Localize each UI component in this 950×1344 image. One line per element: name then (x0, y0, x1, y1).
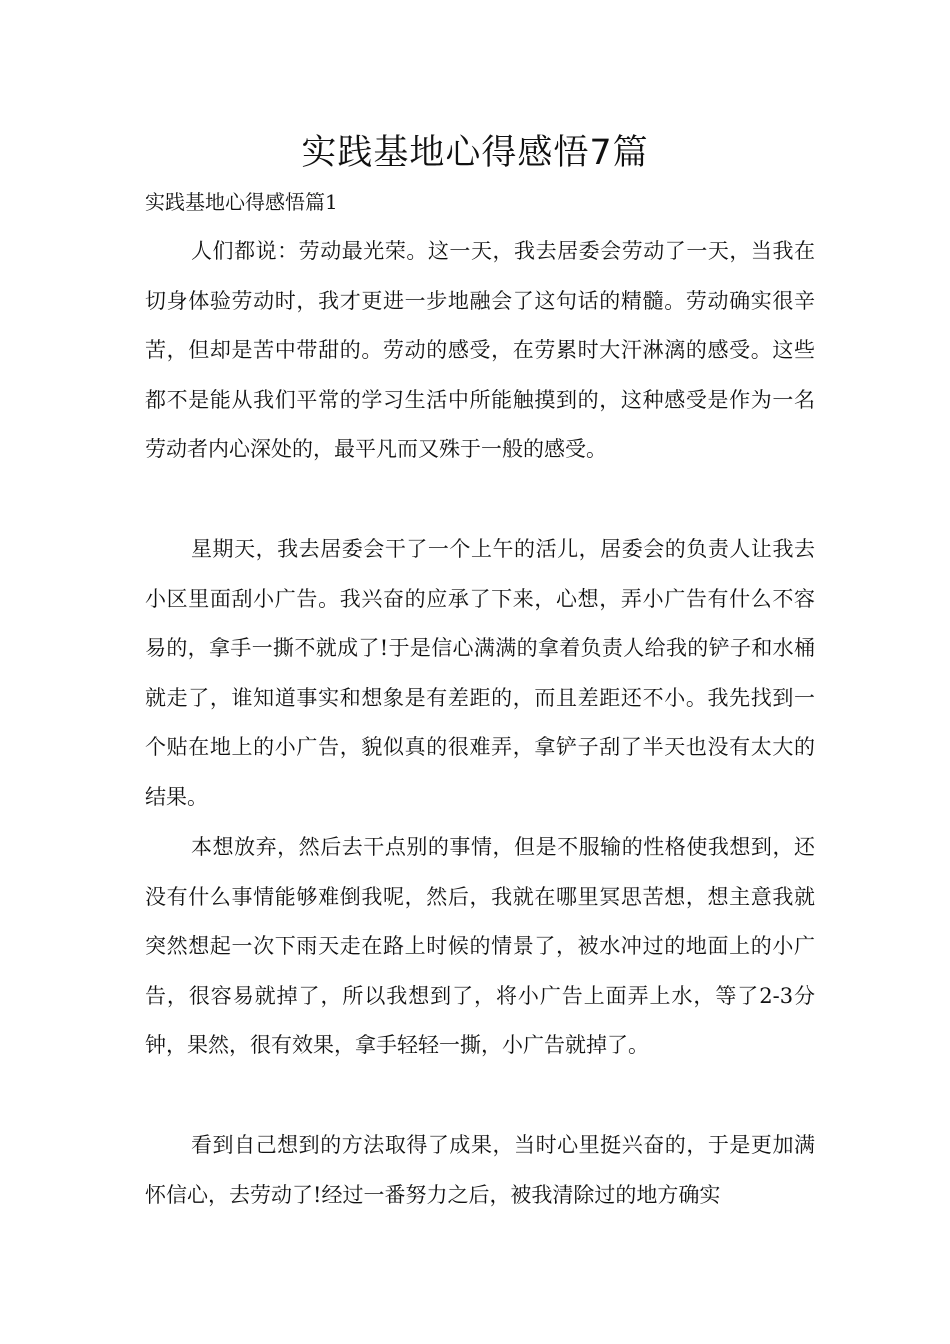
document-title: 实践基地心得感悟7篇 (301, 133, 649, 173)
section-heading: 实践基地心得感悟篇1 (145, 190, 338, 214)
paragraph-1: 人们都说：劳动最光荣。这一天，我去居委会劳动了一天，当我在切身体验劳动时，我才更进一步地融会了这句话的精髓。劳动确实很辛苦，但却是苦中带甜的。劳动的感受，在劳累时大汗淋漓的感受。这些都不是能从我们平常的学习生活中所能触摸到的，这种感受是作为一名劳动者内心深处的，最平凡而又殊于一般的感受。 (145, 239, 815, 461)
paragraph-3: 本想放弃，然后去干点别的事情，但是不服输的性格使我想到，还没有什么事情能够难倒我呢，然后，我就在哪里冥思苦想，想主意我就突然想起一次下雨天走在路上时候的情景了，被水冲过的地面上的小广告，很容易就掉了，所以我想到了，将小广告上面弄上水，等了2-3分钟，果然，很有效果，拿手轻轻一撕，小广告就掉了。 (145, 835, 815, 1057)
paragraph-2: 星期天，我去居委会干了一个上午的活儿，居委会的负责人让我去小区里面刮小广告。我兴奋的应承了下来，心想，弄小广告有什么不容易的，拿手一撕不就成了!于是信心满满的拿着负责人给我的铲子和水桶就走了，谁知道事实和想象是有差距的，而且差距还不小。我先找到一个贴在地上的小广告，貌似真的很难弄，拿铲子刮了半天也没有太大的结果。 (145, 537, 815, 809)
paragraph-4: 看到自己想到的方法取得了成果，当时心里挺兴奋的，于是更加满怀信心，去劳动了!经过一番努力之后，被我清除过的地方确实 (145, 1133, 815, 1207)
